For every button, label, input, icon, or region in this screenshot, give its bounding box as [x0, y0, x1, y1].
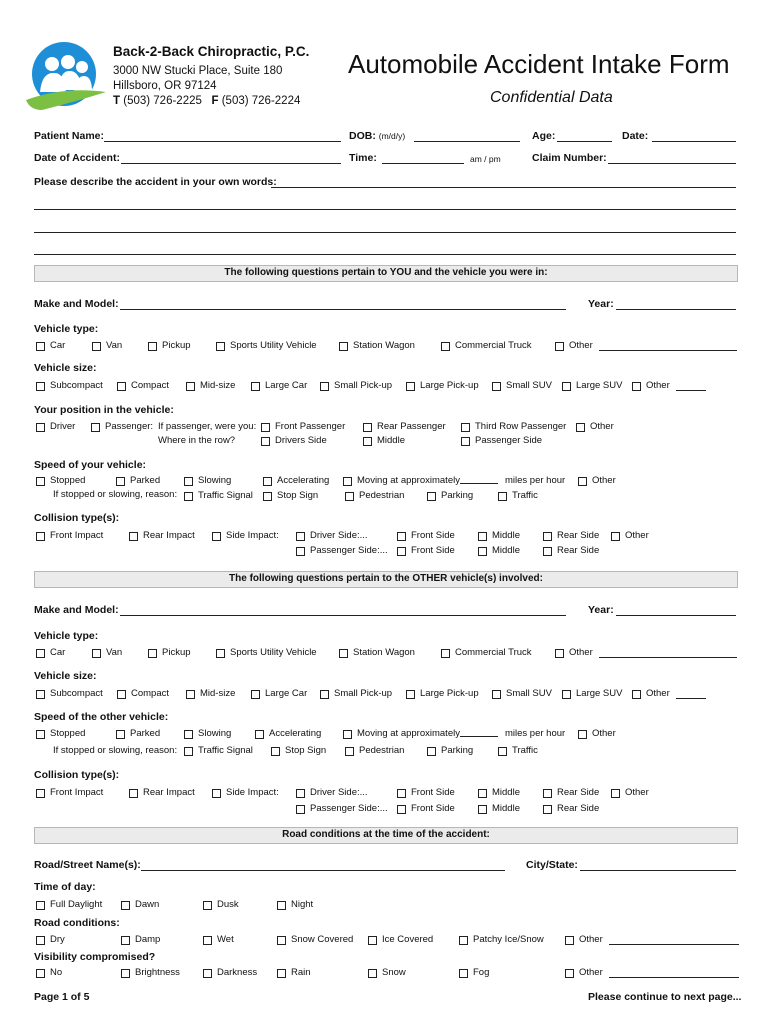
- s3-checks-label-ice-covered: Ice Covered: [382, 934, 434, 945]
- s2-checks-label-other: Other: [592, 728, 616, 739]
- vehicle-size-label: Vehicle size:: [34, 362, 97, 374]
- s2-checks-label-side-impact: Side Impact:: [226, 787, 279, 798]
- other-mph-label: miles per hour: [505, 728, 566, 739]
- date-label: Date:: [622, 130, 649, 142]
- s3-checks-checkbox-dry[interactable]: [36, 936, 45, 945]
- s1-checks-checkbox-other[interactable]: [578, 477, 587, 486]
- s3-checks-checkbox-snow[interactable]: [368, 969, 377, 978]
- s2-checks-checkbox-rear-side[interactable]: [543, 789, 552, 798]
- claim-label: Claim Number:: [532, 152, 607, 164]
- s3-checks-checkbox-ice-covered[interactable]: [368, 936, 377, 945]
- s2-checks-label-parking: Parking: [441, 745, 474, 756]
- s2-checks-checkbox-middle[interactable]: [478, 805, 487, 814]
- s2-checks-checkbox-parked[interactable]: [116, 730, 125, 739]
- s2-checks-checkbox-accelerating[interactable]: [255, 730, 264, 739]
- s1-checks-label-middle: Middle: [492, 530, 520, 541]
- city-label: City/State:: [526, 859, 578, 871]
- road-conditions-label: Road conditions:: [34, 917, 120, 929]
- s1-checks-label-front-side: Front Side: [411, 530, 455, 541]
- s1-checks-label-other: Other: [590, 421, 614, 432]
- s3-checks-other-field[interactable]: [609, 944, 739, 945]
- other-speed-label: Speed of the other vehicle:: [34, 711, 169, 723]
- s2-checks-checkbox-small-suv[interactable]: [492, 690, 501, 699]
- s2-checks-checkbox-stop-sign[interactable]: [271, 747, 280, 756]
- s3-checks-label-patchy-ice-snow: Patchy Ice/Snow: [473, 934, 544, 945]
- s1-checks-label-station-wagon: Station Wagon: [353, 340, 415, 351]
- s1-checks-checkbox-rear-impact[interactable]: [129, 532, 138, 541]
- s2-checks-checkbox-large-pick-up[interactable]: [406, 690, 415, 699]
- s1-checks-checkbox-sports-utility-vehicle[interactable]: [216, 342, 225, 351]
- s1-checks-label-stopped: Stopped: [50, 475, 86, 486]
- continue-note: Please continue to next page...: [588, 991, 742, 1003]
- s1-checks-checkbox-slowing[interactable]: [184, 477, 193, 486]
- s2-checks-label-mid-size: Mid-size: [200, 688, 236, 699]
- s3-checks-label-fog: Fog: [473, 967, 490, 978]
- s2-checks-checkbox-other[interactable]: [555, 649, 564, 658]
- s1-checks-label-traffic: Traffic: [512, 490, 538, 501]
- patient-name-label: Patient Name:: [34, 130, 105, 142]
- s2-checks-checkbox-stopped[interactable]: [36, 730, 45, 739]
- s1-checks-label-front-side: Front Side: [411, 545, 455, 556]
- s2-checks-label-accelerating: Accelerating: [269, 728, 322, 739]
- s1-checks-label-rear-passenger: Rear Passenger: [377, 421, 446, 432]
- s1-checks-checkbox-front-side[interactable]: [397, 547, 406, 556]
- s2-checks-label-front-impact: Front Impact: [50, 787, 104, 798]
- s2-checks-checkbox-passenger-side[interactable]: [296, 805, 305, 814]
- s3-checks-label-wet: Wet: [217, 934, 234, 945]
- s1-checks-label-subcompact: Subcompact: [50, 380, 103, 391]
- s1-checks-checkbox-other[interactable]: [555, 342, 564, 351]
- s2-checks-label-rear-side: Rear Side: [557, 803, 600, 814]
- collision-label: Collision type(s):: [34, 512, 120, 524]
- time-field[interactable]: [382, 163, 464, 164]
- s2-checks-checkbox-traffic-signal[interactable]: [184, 747, 193, 756]
- age-label: Age:: [532, 130, 556, 142]
- accident-date-field[interactable]: [121, 163, 341, 164]
- s1-checks-label-moving-at-approximately: Moving at approximately: [357, 475, 460, 486]
- s3-checks-checkbox-other[interactable]: [565, 936, 574, 945]
- s1-checks-checkbox-large-car[interactable]: [251, 382, 260, 391]
- s1-checks-checkbox-large-pick-up[interactable]: [406, 382, 415, 391]
- s3-checks-label-damp: Damp: [135, 934, 161, 945]
- s1-checks-checkbox-small-suv[interactable]: [492, 382, 501, 391]
- s3-checks-checkbox-rain[interactable]: [277, 969, 286, 978]
- s1-checks-checkbox-traffic[interactable]: [498, 492, 507, 501]
- s2-checks-checkbox-front-side[interactable]: [397, 789, 406, 798]
- s1-checks-checkbox-accelerating[interactable]: [263, 477, 272, 486]
- other-speed-field[interactable]: [460, 736, 498, 737]
- s1-checks-checkbox-car[interactable]: [36, 342, 45, 351]
- s1-checks-checkbox-other[interactable]: [632, 382, 641, 391]
- s1-checks-checkbox-mid-size[interactable]: [186, 382, 195, 391]
- speed-field[interactable]: [460, 483, 498, 484]
- time-of-day-label: Time of day:: [34, 881, 96, 893]
- s2-checks-label-sports-utility-vehicle: Sports Utility Vehicle: [230, 647, 317, 658]
- s2-checks-checkbox-front-impact[interactable]: [36, 789, 45, 798]
- s3-checks-label-night: Night: [291, 899, 314, 910]
- s2-checks-label-small-pick-up: Small Pick-up: [334, 688, 393, 699]
- s1-checks-checkbox-parking[interactable]: [427, 492, 436, 501]
- s2-checks-label-front-side: Front Side: [411, 803, 455, 814]
- s3-checks-label-dry: Dry: [50, 934, 65, 945]
- s3-checks-checkbox-other[interactable]: [565, 969, 574, 978]
- s2-checks-checkbox-large-car[interactable]: [251, 690, 260, 699]
- s2-checks-label-large-pick-up: Large Pick-up: [420, 688, 479, 699]
- s2-checks-label-compact: Compact: [131, 688, 170, 699]
- s1-checks-label-traffic-signal: Traffic Signal: [198, 490, 253, 501]
- s1-checks-label-sports-utility-vehicle: Sports Utility Vehicle: [230, 340, 317, 351]
- s2-checks-checkbox-mid-size[interactable]: [186, 690, 195, 699]
- s2-checks-checkbox-front-side[interactable]: [397, 805, 406, 814]
- s2-checks-checkbox-traffic[interactable]: [498, 747, 507, 756]
- s1-checks-label-large-suv: Large SUV: [576, 380, 623, 391]
- s2-checks-checkbox-small-pick-up[interactable]: [320, 690, 329, 699]
- other-collision-label: Collision type(s):: [34, 769, 120, 781]
- s2-checks-label-middle: Middle: [492, 803, 520, 814]
- describe-field-2[interactable]: [34, 209, 736, 210]
- s1-checks-checkbox-station-wagon[interactable]: [339, 342, 348, 351]
- page-number: Page 1 of 5: [34, 991, 90, 1003]
- other-year-label: Year:: [588, 604, 614, 616]
- s2-checks-checkbox-other[interactable]: [611, 789, 620, 798]
- s2-checks-checkbox-slowing[interactable]: [184, 730, 193, 739]
- s1-checks-checkbox-large-suv[interactable]: [562, 382, 571, 391]
- s3-checks-label-dusk: Dusk: [217, 899, 239, 910]
- s1-checks-checkbox-other[interactable]: [576, 423, 585, 432]
- s2-checks-checkbox-rear-impact[interactable]: [129, 789, 138, 798]
- s2-checks-label-small-suv: Small SUV: [506, 688, 552, 699]
- street-field[interactable]: [141, 870, 505, 871]
- s1-checks-label-passenger-side: Passenger Side: [475, 435, 543, 446]
- s1-checks-label-car: Car: [50, 340, 66, 351]
- s1-checks-checkbox-rear-side[interactable]: [543, 547, 552, 556]
- s1-checks-checkbox-passenger[interactable]: [91, 423, 100, 432]
- s3-checks-label-full-daylight: Full Daylight: [50, 899, 103, 910]
- s1-checks-checkbox-passenger-side[interactable]: [461, 437, 470, 446]
- s2-checks-label-van: Van: [106, 647, 123, 658]
- visibility-label: Visibility compromised?: [34, 951, 156, 963]
- s3-checks-checkbox-no[interactable]: [36, 969, 45, 978]
- other-make-model-field[interactable]: [120, 615, 566, 616]
- s1-checks-label-other: Other: [569, 340, 593, 351]
- s2-checks-checkbox-subcompact[interactable]: [36, 690, 45, 699]
- ampm-label: am / pm: [470, 154, 501, 164]
- s1-checks-checkbox-front-impact[interactable]: [36, 532, 45, 541]
- s2-checks-label-subcompact: Subcompact: [50, 688, 103, 699]
- s2-checks-label-commercial-truck: Commercial Truck: [455, 647, 532, 658]
- year-label: Year:: [588, 298, 614, 310]
- s1-checks-checkbox-driver[interactable]: [36, 423, 45, 432]
- s1-checks-label-accelerating: Accelerating: [277, 475, 330, 486]
- s2-checks-label-other: Other: [625, 787, 649, 798]
- other-year-field[interactable]: [616, 615, 736, 616]
- s3-checks-label-snow: Snow: [382, 967, 406, 978]
- company-address-line2: Hillsboro, OR 97124: [113, 80, 217, 92]
- s1-checks-checkbox-pedestrian[interactable]: [345, 492, 354, 501]
- age-field[interactable]: [557, 141, 612, 142]
- s3-checks-label-dawn: Dawn: [135, 899, 160, 910]
- company-address-line1: 3000 NW Stucki Place, Suite 180: [113, 65, 283, 77]
- s3-checks-checkbox-dusk[interactable]: [203, 901, 212, 910]
- s3-checks-checkbox-darkness[interactable]: [203, 969, 212, 978]
- section-band-other: The following questions pertain to the OTHER vehicle(s) involved:: [34, 571, 738, 588]
- stopped-reason-label: If stopped or slowing, reason:: [53, 489, 178, 500]
- s1-checks-checkbox-commercial-truck[interactable]: [441, 342, 450, 351]
- s3-checks-other-field[interactable]: [609, 977, 739, 978]
- form-title: Automobile Accident Intake Form: [348, 49, 730, 79]
- s1-checks-checkbox-drivers-side[interactable]: [261, 437, 270, 446]
- s1-checks-label-compact: Compact: [131, 380, 170, 391]
- section-band-road: Road conditions at the time of the accident:: [34, 827, 738, 844]
- s1-checks-label-front-passenger: Front Passenger: [275, 421, 346, 432]
- section-band-you: The following questions pertain to YOU and the vehicle you were in:: [34, 265, 738, 282]
- s1-checks-label-pedestrian: Pedestrian: [359, 490, 405, 501]
- describe-label: Please describe the accident in your own words:: [34, 176, 277, 188]
- s2-checks-checkbox-middle[interactable]: [478, 789, 487, 798]
- patient-name-field[interactable]: [104, 141, 341, 142]
- s1-checks-checkbox-passenger-side[interactable]: [296, 547, 305, 556]
- s2-checks-label-traffic-signal: Traffic Signal: [198, 745, 253, 756]
- s1-checks-checkbox-middle[interactable]: [478, 547, 487, 556]
- s1-checks-checkbox-driver-side[interactable]: [296, 532, 305, 541]
- s1-checks-checkbox-rear-side[interactable]: [543, 532, 552, 541]
- company-logo: [24, 40, 108, 118]
- speed-label: Speed of your vehicle:: [34, 459, 147, 471]
- s3-checks-checkbox-dawn[interactable]: [121, 901, 130, 910]
- s1-checks-checkbox-rear-passenger[interactable]: [363, 423, 372, 432]
- s3-checks-label-no: No: [50, 967, 63, 978]
- s2-checks-label-moving-at-approximately: Moving at approximately: [357, 728, 460, 739]
- position-label: Your position in the vehicle:: [34, 404, 174, 416]
- company-phone: T (503) 726-2225 F (503) 726-2224: [113, 95, 301, 107]
- s1-checks-label-driver: Driver: [50, 421, 76, 432]
- s1-checks-label-pickup: Pickup: [162, 340, 191, 351]
- dob-field[interactable]: [414, 141, 520, 142]
- s1-checks-label-rear-impact: Rear Impact: [143, 530, 195, 541]
- s1-checks-checkbox-compact[interactable]: [117, 382, 126, 391]
- s1-checks-label-mid-size: Mid-size: [200, 380, 236, 391]
- year-field[interactable]: [616, 309, 736, 310]
- s1-checks-checkbox-front-side[interactable]: [397, 532, 406, 541]
- s1-checks-label-drivers-side: Drivers Side: [275, 435, 327, 446]
- s3-checks-checkbox-damp[interactable]: [121, 936, 130, 945]
- s2-checks-label-large-suv: Large SUV: [576, 688, 623, 699]
- describe-field-1[interactable]: [271, 187, 736, 188]
- describe-field-4[interactable]: [34, 254, 736, 255]
- row-question: Where in the row?: [158, 435, 236, 446]
- date-field[interactable]: [652, 141, 736, 142]
- s2-checks-checkbox-station-wagon[interactable]: [339, 649, 348, 658]
- s2-checks-checkbox-other[interactable]: [632, 690, 641, 699]
- describe-field-3[interactable]: [34, 232, 736, 233]
- s1-checks-label-slowing: Slowing: [198, 475, 232, 486]
- s2-checks-checkbox-large-suv[interactable]: [562, 690, 571, 699]
- s1-checks-checkbox-side-impact[interactable]: [212, 532, 221, 541]
- other-vehicle-type-label: Vehicle type:: [34, 630, 99, 642]
- s2-checks-checkbox-driver-side[interactable]: [296, 789, 305, 798]
- s2-checks-checkbox-parking[interactable]: [427, 747, 436, 756]
- s2-checks-label-rear-side: Rear Side: [557, 787, 600, 798]
- s2-checks-checkbox-sports-utility-vehicle[interactable]: [216, 649, 225, 658]
- s2-checks-label-other: Other: [569, 647, 593, 658]
- make-model-label: Make and Model:: [34, 298, 119, 310]
- s1-checks-other-field[interactable]: [599, 350, 737, 351]
- s2-checks-checkbox-car[interactable]: [36, 649, 45, 658]
- s2-checks-checkbox-commercial-truck[interactable]: [441, 649, 450, 658]
- other-stopped-reason-label: If stopped or slowing, reason:: [53, 745, 178, 756]
- s2-checks-label-middle: Middle: [492, 787, 520, 798]
- s1-checks-checkbox-third-row-passenger[interactable]: [461, 423, 470, 432]
- s1-checks-checkbox-stopped[interactable]: [36, 477, 45, 486]
- s1-checks-label-rear-side: Rear Side: [557, 530, 600, 541]
- s1-checks-label-middle: Middle: [492, 545, 520, 556]
- s3-checks-label-other: Other: [579, 934, 603, 945]
- s2-checks-label-large-car: Large Car: [265, 688, 308, 699]
- s3-checks-checkbox-snow-covered[interactable]: [277, 936, 286, 945]
- s1-checks-label-side-impact: Side Impact:: [226, 530, 279, 541]
- s2-checks-label-traffic: Traffic: [512, 745, 538, 756]
- s2-checks-label-pickup: Pickup: [162, 647, 191, 658]
- make-model-field[interactable]: [120, 309, 566, 310]
- s1-checks-label-passenger: Passenger:: [105, 421, 154, 432]
- accident-date-label: Date of Accident:: [34, 152, 120, 164]
- s1-checks-checkbox-middle[interactable]: [363, 437, 372, 446]
- s1-checks-label-large-pick-up: Large Pick-up: [420, 380, 479, 391]
- s1-checks-label-driver-side: Driver Side:...: [310, 530, 368, 541]
- s2-checks-label-driver-side: Driver Side:...: [310, 787, 368, 798]
- time-label: Time:: [349, 152, 377, 164]
- s3-checks-checkbox-brightness[interactable]: [121, 969, 130, 978]
- s2-checks-label-parked: Parked: [130, 728, 161, 739]
- s1-checks-label-other: Other: [625, 530, 649, 541]
- s3-checks-label-other: Other: [579, 967, 603, 978]
- s1-checks-label-rear-side: Rear Side: [557, 545, 600, 556]
- s3-checks-label-snow-covered: Snow Covered: [291, 934, 354, 945]
- s1-checks-label-third-row-passenger: Third Row Passenger: [475, 421, 567, 432]
- s1-checks-label-large-car: Large Car: [265, 380, 308, 391]
- s3-checks-checkbox-night[interactable]: [277, 901, 286, 910]
- s2-checks-other-field[interactable]: [599, 657, 737, 658]
- s1-checks-checkbox-stop-sign[interactable]: [263, 492, 272, 501]
- s2-checks-label-other: Other: [646, 688, 670, 699]
- s1-checks-label-van: Van: [106, 340, 123, 351]
- s1-checks-other-field[interactable]: [676, 390, 706, 391]
- s2-checks-checkbox-pedestrian[interactable]: [345, 747, 354, 756]
- s1-checks-label-front-impact: Front Impact: [50, 530, 104, 541]
- s3-checks-checkbox-wet[interactable]: [203, 936, 212, 945]
- s2-checks-label-passenger-side: Passenger Side:...: [310, 803, 388, 814]
- other-make-model-label: Make and Model:: [34, 604, 119, 616]
- s1-checks-checkbox-traffic-signal[interactable]: [184, 492, 193, 501]
- s2-checks-checkbox-other[interactable]: [578, 730, 587, 739]
- claim-field[interactable]: [608, 163, 736, 164]
- city-field[interactable]: [580, 870, 736, 871]
- passenger-question: If passenger, were you:: [158, 421, 257, 432]
- s2-checks-label-rear-impact: Rear Impact: [143, 787, 195, 798]
- s2-checks-checkbox-compact[interactable]: [117, 690, 126, 699]
- s1-checks-checkbox-pickup[interactable]: [148, 342, 157, 351]
- s1-checks-checkbox-van[interactable]: [92, 342, 101, 351]
- s1-checks-label-parking: Parking: [441, 490, 474, 501]
- s3-checks-label-darkness: Darkness: [217, 967, 258, 978]
- s1-checks-label-middle: Middle: [377, 435, 405, 446]
- s1-checks-checkbox-parked[interactable]: [116, 477, 125, 486]
- s1-checks-label-small-pick-up: Small Pick-up: [334, 380, 393, 391]
- vehicle-type-label: Vehicle type:: [34, 323, 99, 335]
- s2-checks-label-pedestrian: Pedestrian: [359, 745, 405, 756]
- form-subtitle: Confidential Data: [490, 89, 613, 106]
- s1-checks-checkbox-small-pick-up[interactable]: [320, 382, 329, 391]
- s3-checks-checkbox-fog[interactable]: [459, 969, 468, 978]
- s2-checks-checkbox-side-impact[interactable]: [212, 789, 221, 798]
- street-label: Road/Street Name(s):: [34, 859, 141, 871]
- s1-checks-checkbox-subcompact[interactable]: [36, 382, 45, 391]
- s1-checks-label-stop-sign: Stop Sign: [277, 490, 319, 501]
- s2-checks-label-slowing: Slowing: [198, 728, 232, 739]
- s2-checks-label-stop-sign: Stop Sign: [285, 745, 327, 756]
- s2-checks-other-field[interactable]: [676, 698, 706, 699]
- s2-checks-checkbox-van[interactable]: [92, 649, 101, 658]
- s3-checks-checkbox-full-daylight[interactable]: [36, 901, 45, 910]
- s1-checks-checkbox-other[interactable]: [611, 532, 620, 541]
- s1-checks-label-commercial-truck: Commercial Truck: [455, 340, 532, 351]
- s1-checks-label-other: Other: [592, 475, 616, 486]
- s1-checks-label-other: Other: [646, 380, 670, 391]
- mph-label: miles per hour: [505, 475, 566, 486]
- s3-checks-checkbox-patchy-ice-snow[interactable]: [459, 936, 468, 945]
- s1-checks-label-small-suv: Small SUV: [506, 380, 552, 391]
- s1-checks-label-parked: Parked: [130, 475, 161, 486]
- company-name: Back-2-Back Chiropractic, P.C.: [113, 44, 310, 59]
- s3-checks-label-brightness: Brightness: [135, 967, 180, 978]
- s1-checks-checkbox-front-passenger[interactable]: [261, 423, 270, 432]
- s1-checks-label-passenger-side: Passenger Side:...: [310, 545, 388, 556]
- other-vehicle-size-label: Vehicle size:: [34, 670, 97, 682]
- s2-checks-checkbox-rear-side[interactable]: [543, 805, 552, 814]
- s1-checks-checkbox-moving-at-approximately[interactable]: [343, 477, 352, 486]
- s2-checks-label-stopped: Stopped: [50, 728, 86, 739]
- s2-checks-checkbox-pickup[interactable]: [148, 649, 157, 658]
- dob-label: DOB: (m/d/y): [349, 130, 406, 142]
- s2-checks-label-front-side: Front Side: [411, 787, 455, 798]
- s2-checks-label-station-wagon: Station Wagon: [353, 647, 415, 658]
- s1-checks-checkbox-middle[interactable]: [478, 532, 487, 541]
- s2-checks-checkbox-moving-at-approximately[interactable]: [343, 730, 352, 739]
- s3-checks-label-rain: Rain: [291, 967, 311, 978]
- s2-checks-label-car: Car: [50, 647, 66, 658]
